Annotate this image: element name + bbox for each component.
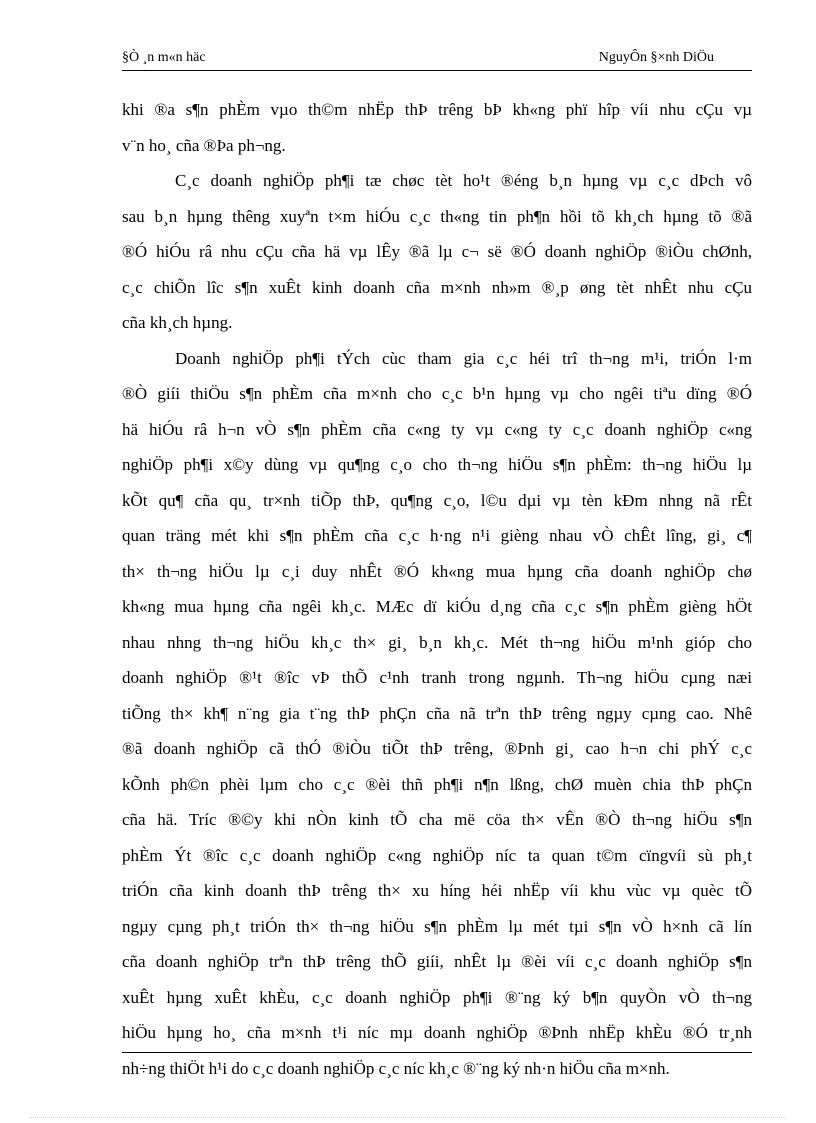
- text-line: hä hiÓu râ h¬n vÒ s¶n phÈm cña c«ng ty vµ c«ng ty c¸c doanh nghiÖp c«ng: [122, 419, 752, 439]
- text-line: C¸c doanh nghiÖp ph¶i tæ chøc tèt ho¹t ®éng b¸n hµng vµ c¸c dÞch vô: [175, 171, 752, 190]
- text-line: cña hä. Tríc ®©y khi nÒn kinh tÕ cha më cöa th× vÊn ®Ò th¬ng hiÖu s¶n: [122, 810, 752, 829]
- text-line: nghiÖp ph¶i x©y dùng vµ qu¶ng c¸o cho th¬ng hiÖu s¶n phÈm: th¬ng hiÖu lµ: [122, 455, 752, 474]
- text-line: v¨n ho¸ cña ®Þa ph¬ng.: [122, 135, 286, 155]
- text-line: phÈm Ýt ®îc c¸c doanh nghiÖp c«ng nghiÖp níc ta quan t©m cïngvíi sù ph¸t: [122, 845, 752, 865]
- text-line: nh÷ng thiÖt h¹i do c¸c doanh nghiÖp c¸c níc kh¸c ®¨ng ký nh·n hiÖu cña m×nh.: [122, 1058, 670, 1078]
- page-header: [122, 48, 752, 71]
- text-line: khi ®a s¶n phÈm vµo th©m nhËp thÞ trêng bÞ kh«ng phï hîp víi nhu cÇu vµ: [122, 100, 752, 119]
- text-line: Doanh nghiÖp ph¶i tÝch cùc tham gia c¸c héi trî th¬ng m¹i, triÓn l·m: [175, 348, 752, 368]
- text-line: ®Ò giíi thiÖu s¶n phÈm cña m×nh cho c¸c b¹n hµng vµ cho ngêi tiªu dïng ®Ó: [122, 384, 752, 403]
- text-line: ®ã doanh nghiÖp cã thÓ ®iÒu tiÕt thÞ trêng, ®Þnh gi¸ cao h¬n chi phÝ c¸c: [122, 739, 752, 758]
- text-line: kh«ng mua hµng cña ngêi kh¸c. MÆc dï kiÓu d¸ng cña c¸c s¶n phÈm gièng hÖt: [122, 597, 752, 616]
- body-text: [122, 92, 752, 1086]
- text-line: triÓn cña kinh doanh thÞ trêng th× xu híng héi nhËp víi khu vùc vµ quèc tÕ: [122, 881, 752, 900]
- text-line: doanh nghiÖp ®¹t ®îc vÞ thÕ c¹nh tranh trong ngµnh. Th¬ng hiÖu cµng næi: [122, 668, 752, 687]
- text-line: sau b¸n hµng thêng xuyªn t×m hiÓu c¸c th«ng tin ph¶n hồi tõ kh¸ch hµng tõ ®ã: [122, 206, 752, 226]
- header-author: NguyÔn §×nh DiÖu: [598, 50, 714, 65]
- text-line: ®Ó hiÓu râ nhu cÇu cña hä vµ lÊy ®ã lµ c¬ së ®Ó doanh nghiÖp ®iÒu chØnh,: [122, 242, 752, 261]
- text-line: kÕnh ph©n phèi lµm cho c¸c ®èi thñ ph¶i n¶n lßng, chØ muèn chia thÞ phÇn: [122, 774, 752, 794]
- text-line: quan träng mét khi s¶n phÈm cña c¸c h·ng n¹i gièng nhau vÒ chÊt lîng, gi¸ c¶: [122, 526, 752, 545]
- text-line: cña kh¸ch hµng.: [122, 313, 233, 332]
- text-line: nhau nhng th¬ng hiÖu kh¸c th× gi¸ b¸n kh¸c. Mét th¬ng hiÖu m¹nh gióp cho: [122, 632, 752, 652]
- text-line: kÕt qu¶ cña qu¸ tr×nh tiÕp thÞ, qu¶ng c¸o, l©u dµi vµ tèn kÐm nhng nã rÊt: [122, 490, 752, 510]
- footer-rule: [122, 1052, 752, 1053]
- text-line: th× th¬ng hiÖu lµ c¸i duy nhÊt ®Ó kh«ng mua hµng cña doanh nghiÖp chø: [122, 561, 752, 581]
- header-subject: §Ò ¸n m«n häc: [122, 50, 206, 65]
- text-line: hiÖu hµng ho¸ cña m×nh t¹i níc mµ doanh nghiÖp ®Þnh nhËp khÈu ®Ó tr¸nh: [122, 1023, 752, 1042]
- page-bottom-border: [30, 1117, 786, 1118]
- text-line: ngµy cµng ph¸t triÓn th× th¬ng hiÖu s¶n phÈm lµ mét tµi s¶n vÒ h×nh cã lín: [122, 916, 752, 936]
- text-line: c¸c chiÕn lîc s¶n xuÊt kinh doanh cña m×nh nh»m ®¸p øng tèt nhÊt nhu cÇu: [122, 277, 752, 297]
- text-line: xuÊt hµng xuÊt khÈu, c¸c doanh nghiÖp ph¶i ®¨ng ký b¶n quyÒn vÒ th¬ng: [122, 987, 752, 1007]
- text-line: tiÕng th× kh¶ n¨ng gia t¨ng thÞ phÇn cña nã trªn thÞ trêng ngµy cµng cao. Nhê: [122, 703, 752, 723]
- text-line: cña doanh nghiÖp trªn thÞ trêng thÕ giíi, nhÊt lµ ®èi víi c¸c doanh nghiÖp s¶n: [122, 952, 752, 971]
